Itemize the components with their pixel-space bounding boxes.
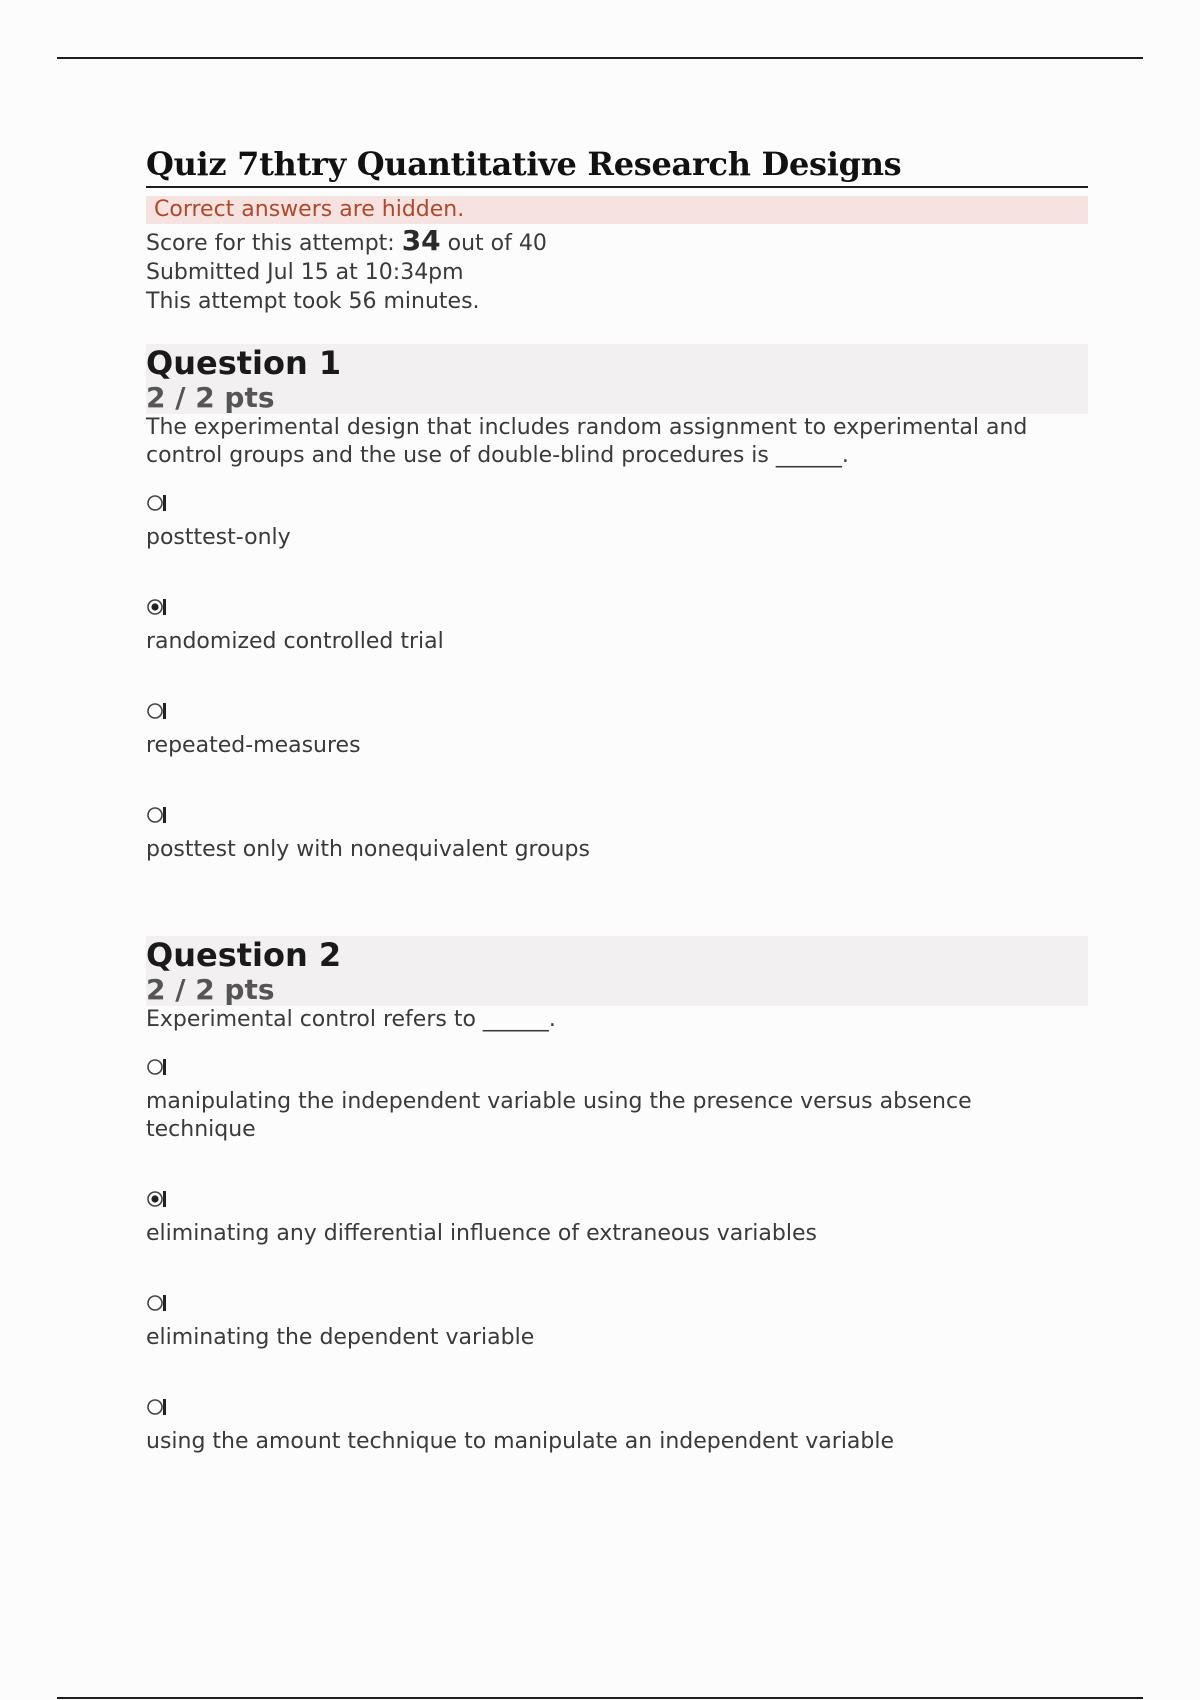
page-title: Quiz 7thtry Quantitative Research Designs xyxy=(146,144,1088,188)
question-title: Question 1 xyxy=(146,344,342,382)
bottom-rule xyxy=(57,1697,1143,1699)
answer-option[interactable] xyxy=(146,1292,1088,1352)
score-line xyxy=(146,226,1088,258)
top-rule xyxy=(57,57,1143,59)
radio-unselected-icon[interactable] xyxy=(146,804,1088,826)
answer-option[interactable] xyxy=(146,1188,1088,1248)
question-header xyxy=(146,936,1088,1006)
question-title: Question 2 xyxy=(146,936,342,974)
answer-option[interactable] xyxy=(146,1056,1088,1144)
answer-label: eliminating any differential influence of extraneous variables xyxy=(146,1221,817,1246)
quiz-results xyxy=(146,144,1088,1456)
radio-selected-icon[interactable] xyxy=(146,596,1088,618)
answer-label: posttest-only xyxy=(146,525,291,550)
score-value: 34 xyxy=(401,224,441,257)
question-points: 2 / 2 pts xyxy=(146,973,275,1006)
radio-unselected-icon[interactable] xyxy=(146,1396,1088,1418)
question-1 xyxy=(146,344,1088,864)
question-header xyxy=(146,344,1088,414)
answer-label: posttest only with nonequivalent groups xyxy=(146,837,590,862)
answer-option[interactable] xyxy=(146,1396,1088,1456)
radio-unselected-icon[interactable] xyxy=(146,492,1088,514)
question-points: 2 / 2 pts xyxy=(146,381,275,414)
score-suffix: out of 40 xyxy=(440,231,547,256)
radio-selected-icon[interactable] xyxy=(146,1188,1088,1210)
question-text: The experimental design that includes random assignment to experimental and control groups and the use of double-blind procedures is ______. xyxy=(146,415,1028,468)
radio-unselected-icon[interactable] xyxy=(146,1056,1088,1078)
radio-unselected-icon[interactable] xyxy=(146,1292,1088,1314)
answer-option[interactable] xyxy=(146,700,1088,760)
answer-label: manipulating the independent variable using the presence versus absence technique xyxy=(146,1089,972,1142)
attempt-summary xyxy=(146,226,1088,316)
radio-unselected-icon[interactable] xyxy=(146,700,1088,722)
answer-label: eliminating the dependent variable xyxy=(146,1325,535,1350)
answer-label: randomized controlled trial xyxy=(146,629,444,654)
duration-line: This attempt took 56 minutes. xyxy=(146,289,480,314)
submitted-line: Submitted Jul 15 at 10:34pm xyxy=(146,260,464,285)
question-2 xyxy=(146,936,1088,1456)
hidden-answers-alert: Correct answers are hidden. xyxy=(146,196,1088,224)
question-list xyxy=(146,344,1088,1456)
question-text: Experimental control refers to ______. xyxy=(146,1007,556,1032)
answer-option[interactable] xyxy=(146,596,1088,656)
answer-label: repeated-measures xyxy=(146,733,361,758)
answer-label: using the amount technique to manipulate an independent variable xyxy=(146,1429,895,1454)
score-prefix: Score for this attempt: xyxy=(146,231,402,256)
answer-option[interactable] xyxy=(146,492,1088,552)
answer-option[interactable] xyxy=(146,804,1088,864)
